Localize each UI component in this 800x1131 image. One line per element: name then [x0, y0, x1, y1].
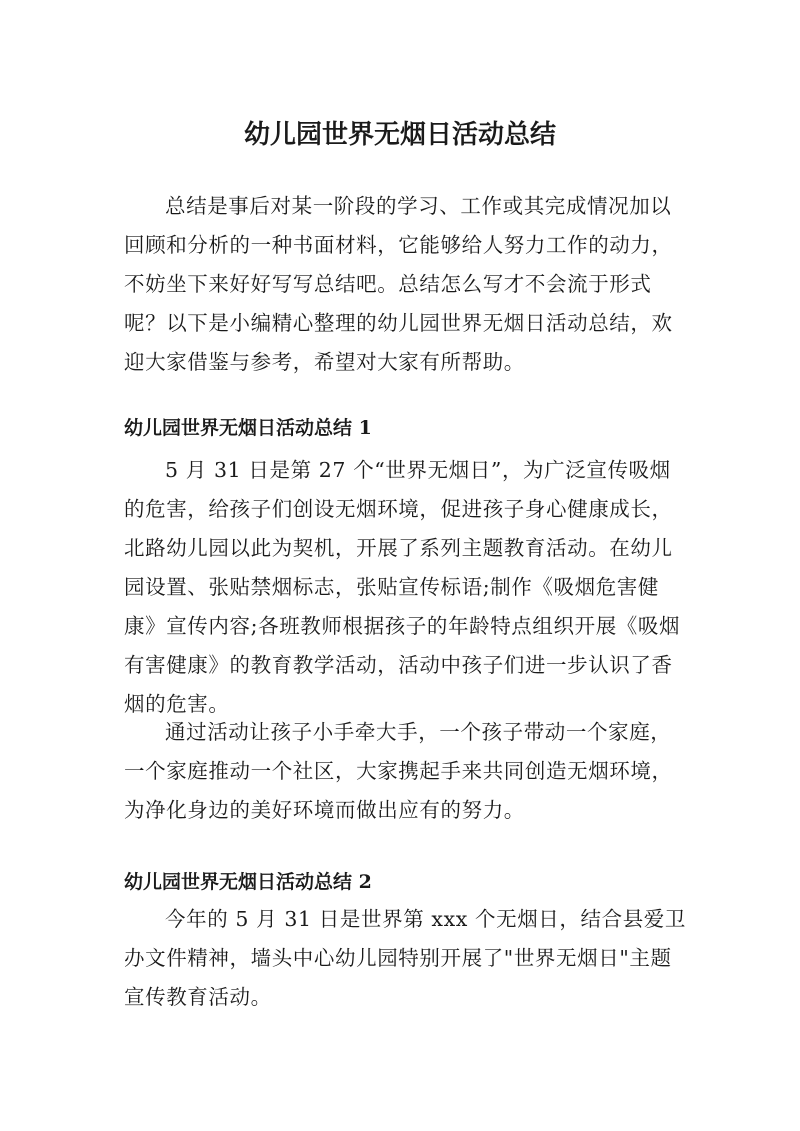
section-1-paragraph-2: 通过活动让孩子小手牵大手，一个孩子带动一个家庭，一个家庭推动一个社区，大家携起手来共同创造无烟环境，为净化身边的美好环境而做出应有的努力。 [124, 720, 673, 822]
section-1-paragraph-1: 5 月 31 日是第 27 个“世界无烟日”，为广泛宣传吸烟的危害，给孩子们创设无烟环境，促进孩子身心健康成长，北路幼儿园以此为契机，开展了系列主题教育活动。在幼儿园设置、张贴禁烟标志，张贴宣传标语;制作《吸烟危害健康》宣传内容;各班教师根据孩子的年龄特点组织开展《吸烟有害健康》的教育教学活动，活动中孩子们进一步认识了香烟的危害。 [124, 458, 681, 716]
document-title: 幼儿园世界无烟日活动总结 [243, 120, 556, 151]
section-heading-2: 幼儿园世界无烟日活动总结 2 [124, 871, 372, 893]
section-2-paragraph-1: 今年的 5 月 31 日是世界第 xxx 个无烟日，结合县爱卫办文件精神，墙头中心幼儿园特别开展了"世界无烟日"主题宣传教育活动。 [124, 907, 687, 1009]
intro-paragraph: 总结是事后对某一阶段的学习、工作或其完成情况加以回顾和分析的一种书面材料，它能够给人努力工作的动力，不妨坐下来好好写写总结吧。总结怎么写才不会流于形式呢？以下是小编精心整理的幼儿园世界无烟日活动总结，欢迎大家借鉴与参考，希望对大家有所帮助。 [124, 194, 673, 374]
section-heading-1: 幼儿园世界无烟日活动总结 1 [124, 417, 372, 439]
